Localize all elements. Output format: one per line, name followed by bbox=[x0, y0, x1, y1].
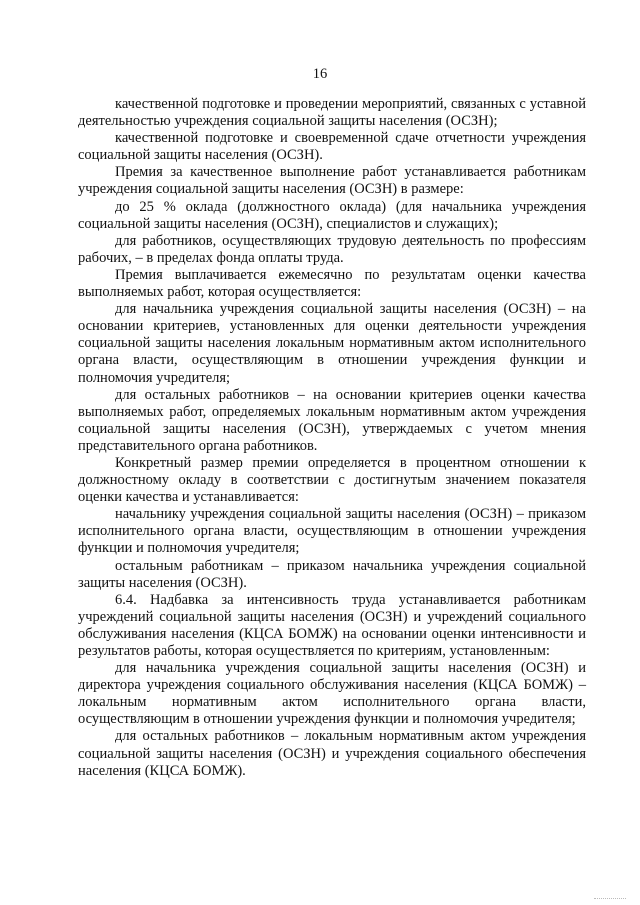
paragraph: для остальных работников – на основании критериев оценки качества выполняемых работ, определяемых локальным нормативным актом учреждения социальной защиты населения (ОСЗН), утверждаемых с учетом мнения представительного органа работников. bbox=[78, 386, 586, 454]
paragraph: для начальника учреждения социальной защиты населения (ОСЗН) и директора учреждения социального обслуживания населения (КЦСА БОМЖ) – локальным нормативным актом исполнительного органа власти, осуществляющим в отношении учреждения функции и полномочия учредителя; bbox=[78, 660, 586, 728]
scan-artifact bbox=[594, 896, 626, 899]
paragraph: остальным работникам – приказом начальника учреждения социальной защиты населения (ОСЗН). bbox=[78, 557, 586, 591]
paragraph: начальнику учреждения социальной защиты населения (ОСЗН) – приказом исполнительного органа власти, осуществляющим в отношении учреждения функции и полномочия учредителя; bbox=[78, 506, 586, 557]
paragraph: для работников, осуществляющих трудовую деятельность по профессиям рабочих, – в пределах фонда оплаты труда. bbox=[78, 232, 586, 266]
paragraph: Конкретный размер премии определяется в процентном отношении к должностному окладу в соответствии с достигнутым значением показателя оценки качества и устанавливается: bbox=[78, 454, 586, 506]
document-body bbox=[78, 96, 586, 780]
paragraph: Премия выплачивается ежемесячно по результатам оценки качества выполняемых работ, которая осуществляется: bbox=[78, 266, 586, 301]
page-number: 16 bbox=[312, 66, 328, 82]
paragraph: качественной подготовке и своевременной сдаче отчетности учреждения социальной защиты населения (ОСЗН). bbox=[78, 130, 586, 164]
paragraph: Премия за качественное выполнение работ устанавливается работникам учреждения социальной защиты населения (ОСЗН) в размере: bbox=[78, 164, 586, 198]
paragraph: качественной подготовке и проведении мероприятий, связанных с уставной деятельностью учреждения социальной защиты населения (ОСЗН); bbox=[78, 96, 586, 130]
paragraph: для начальника учреждения социальной защиты населения (ОСЗН) – на основании критериев, установленных для оценки деятельности учреждения социальной защиты населения локальным нормативным актом исполнительного органа власти, осуществляющим в отношении учреждения функции и полномочия учредителя; bbox=[78, 301, 586, 386]
paragraph: для остальных работников – локальным нормативным актом учреждения социальной защиты населения (ОСЗН) и учреждения социального обеспечения населения (КЦСА БОМЖ). bbox=[78, 728, 586, 779]
paragraph: 6.4. Надбавка за интенсивность труда устанавливается работникам учреждений социальной защиты населения (ОСЗН) и учреждений социального обслуживания населения (КЦСА БОМЖ) на основании оценки интенсивности и результатов работы, которая осуществляется по критериям, установленным: bbox=[78, 591, 586, 659]
paragraph: до 25 % оклада (должностного оклада) (для начальника учреждения социальной защиты населения (ОСЗН), специалистов и служащих); bbox=[78, 198, 586, 232]
